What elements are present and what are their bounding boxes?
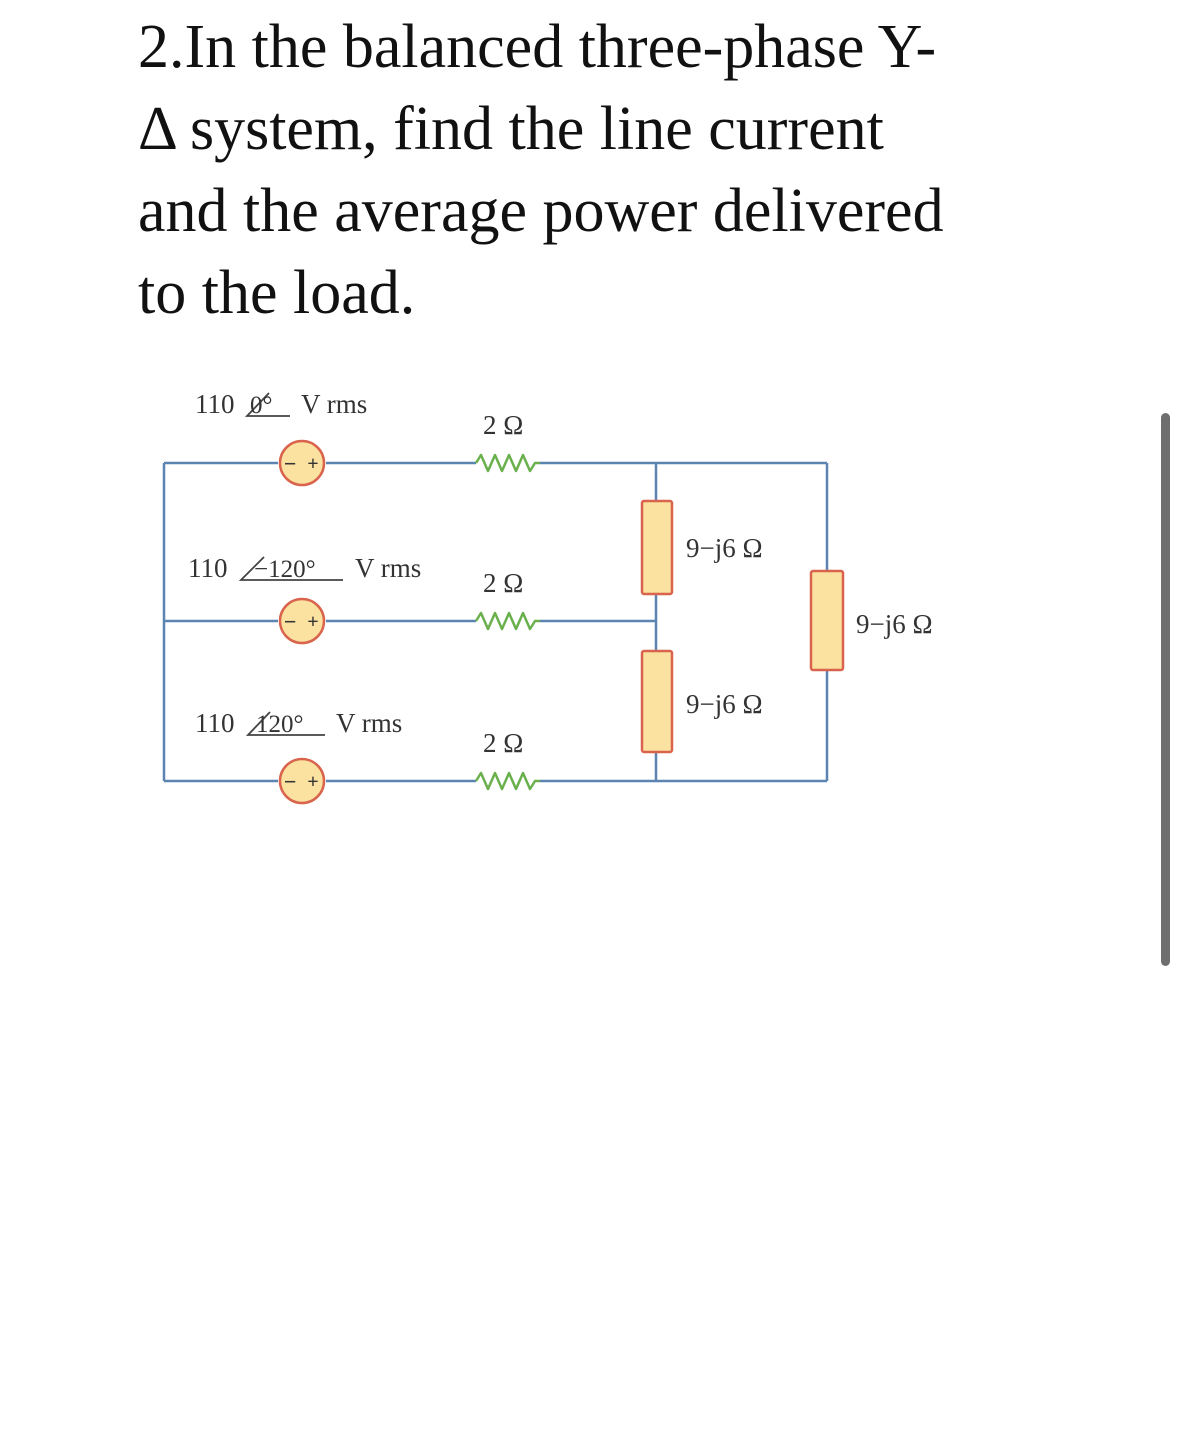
resistor-zigzag — [476, 455, 540, 471]
source-unit: V rms — [301, 389, 368, 419]
source-unit: V rms — [336, 708, 403, 738]
resistor-label: 2 Ω — [483, 728, 524, 758]
resistor-label: 2 Ω — [483, 568, 524, 598]
source-magnitude: 110 — [195, 708, 235, 738]
resistor-zigzag — [476, 613, 540, 629]
resistor-zigzag — [476, 773, 540, 789]
source-angle: 120° — [256, 711, 304, 738]
source-magnitude: 110 — [195, 389, 235, 419]
impedance-label: 9−j6 Ω — [856, 609, 933, 639]
question-line: Δ system, find the line current — [138, 95, 884, 163]
source-angle: 0° — [250, 392, 273, 419]
load-impedance-box — [642, 501, 672, 594]
voltage-source-b — [280, 599, 324, 643]
source-unit: V rms — [355, 553, 422, 583]
source-label-b — [188, 553, 421, 583]
plus-sign: + — [307, 453, 319, 475]
load-impedance-box — [811, 571, 843, 670]
source-angle: −120° — [254, 556, 316, 583]
load-impedance-box — [642, 651, 672, 752]
source-magnitude: 110 — [188, 553, 228, 583]
voltage-source-c — [280, 759, 324, 803]
question-line: and the average power delivered — [138, 177, 944, 245]
source-label-a — [195, 389, 367, 419]
source-label-c — [195, 708, 402, 738]
resistor-labels — [483, 410, 523, 758]
question-line: to the load. — [138, 259, 416, 327]
impedance-label: 9−j6 Ω — [686, 689, 763, 719]
plus-sign: + — [307, 611, 319, 633]
voltage-source-a — [280, 441, 324, 485]
question-line: 2.In the balanced three-phase Y- — [138, 13, 937, 81]
minus-sign: − — [283, 769, 297, 794]
minus-sign: − — [283, 451, 297, 476]
plus-sign: + — [307, 771, 319, 793]
impedance-label: 9−j6 Ω — [686, 533, 763, 563]
vertical-scrollbar[interactable] — [1161, 413, 1170, 966]
resistor-label: 2 Ω — [483, 410, 524, 440]
minus-sign: − — [283, 609, 297, 634]
impedance-labels — [686, 533, 933, 719]
